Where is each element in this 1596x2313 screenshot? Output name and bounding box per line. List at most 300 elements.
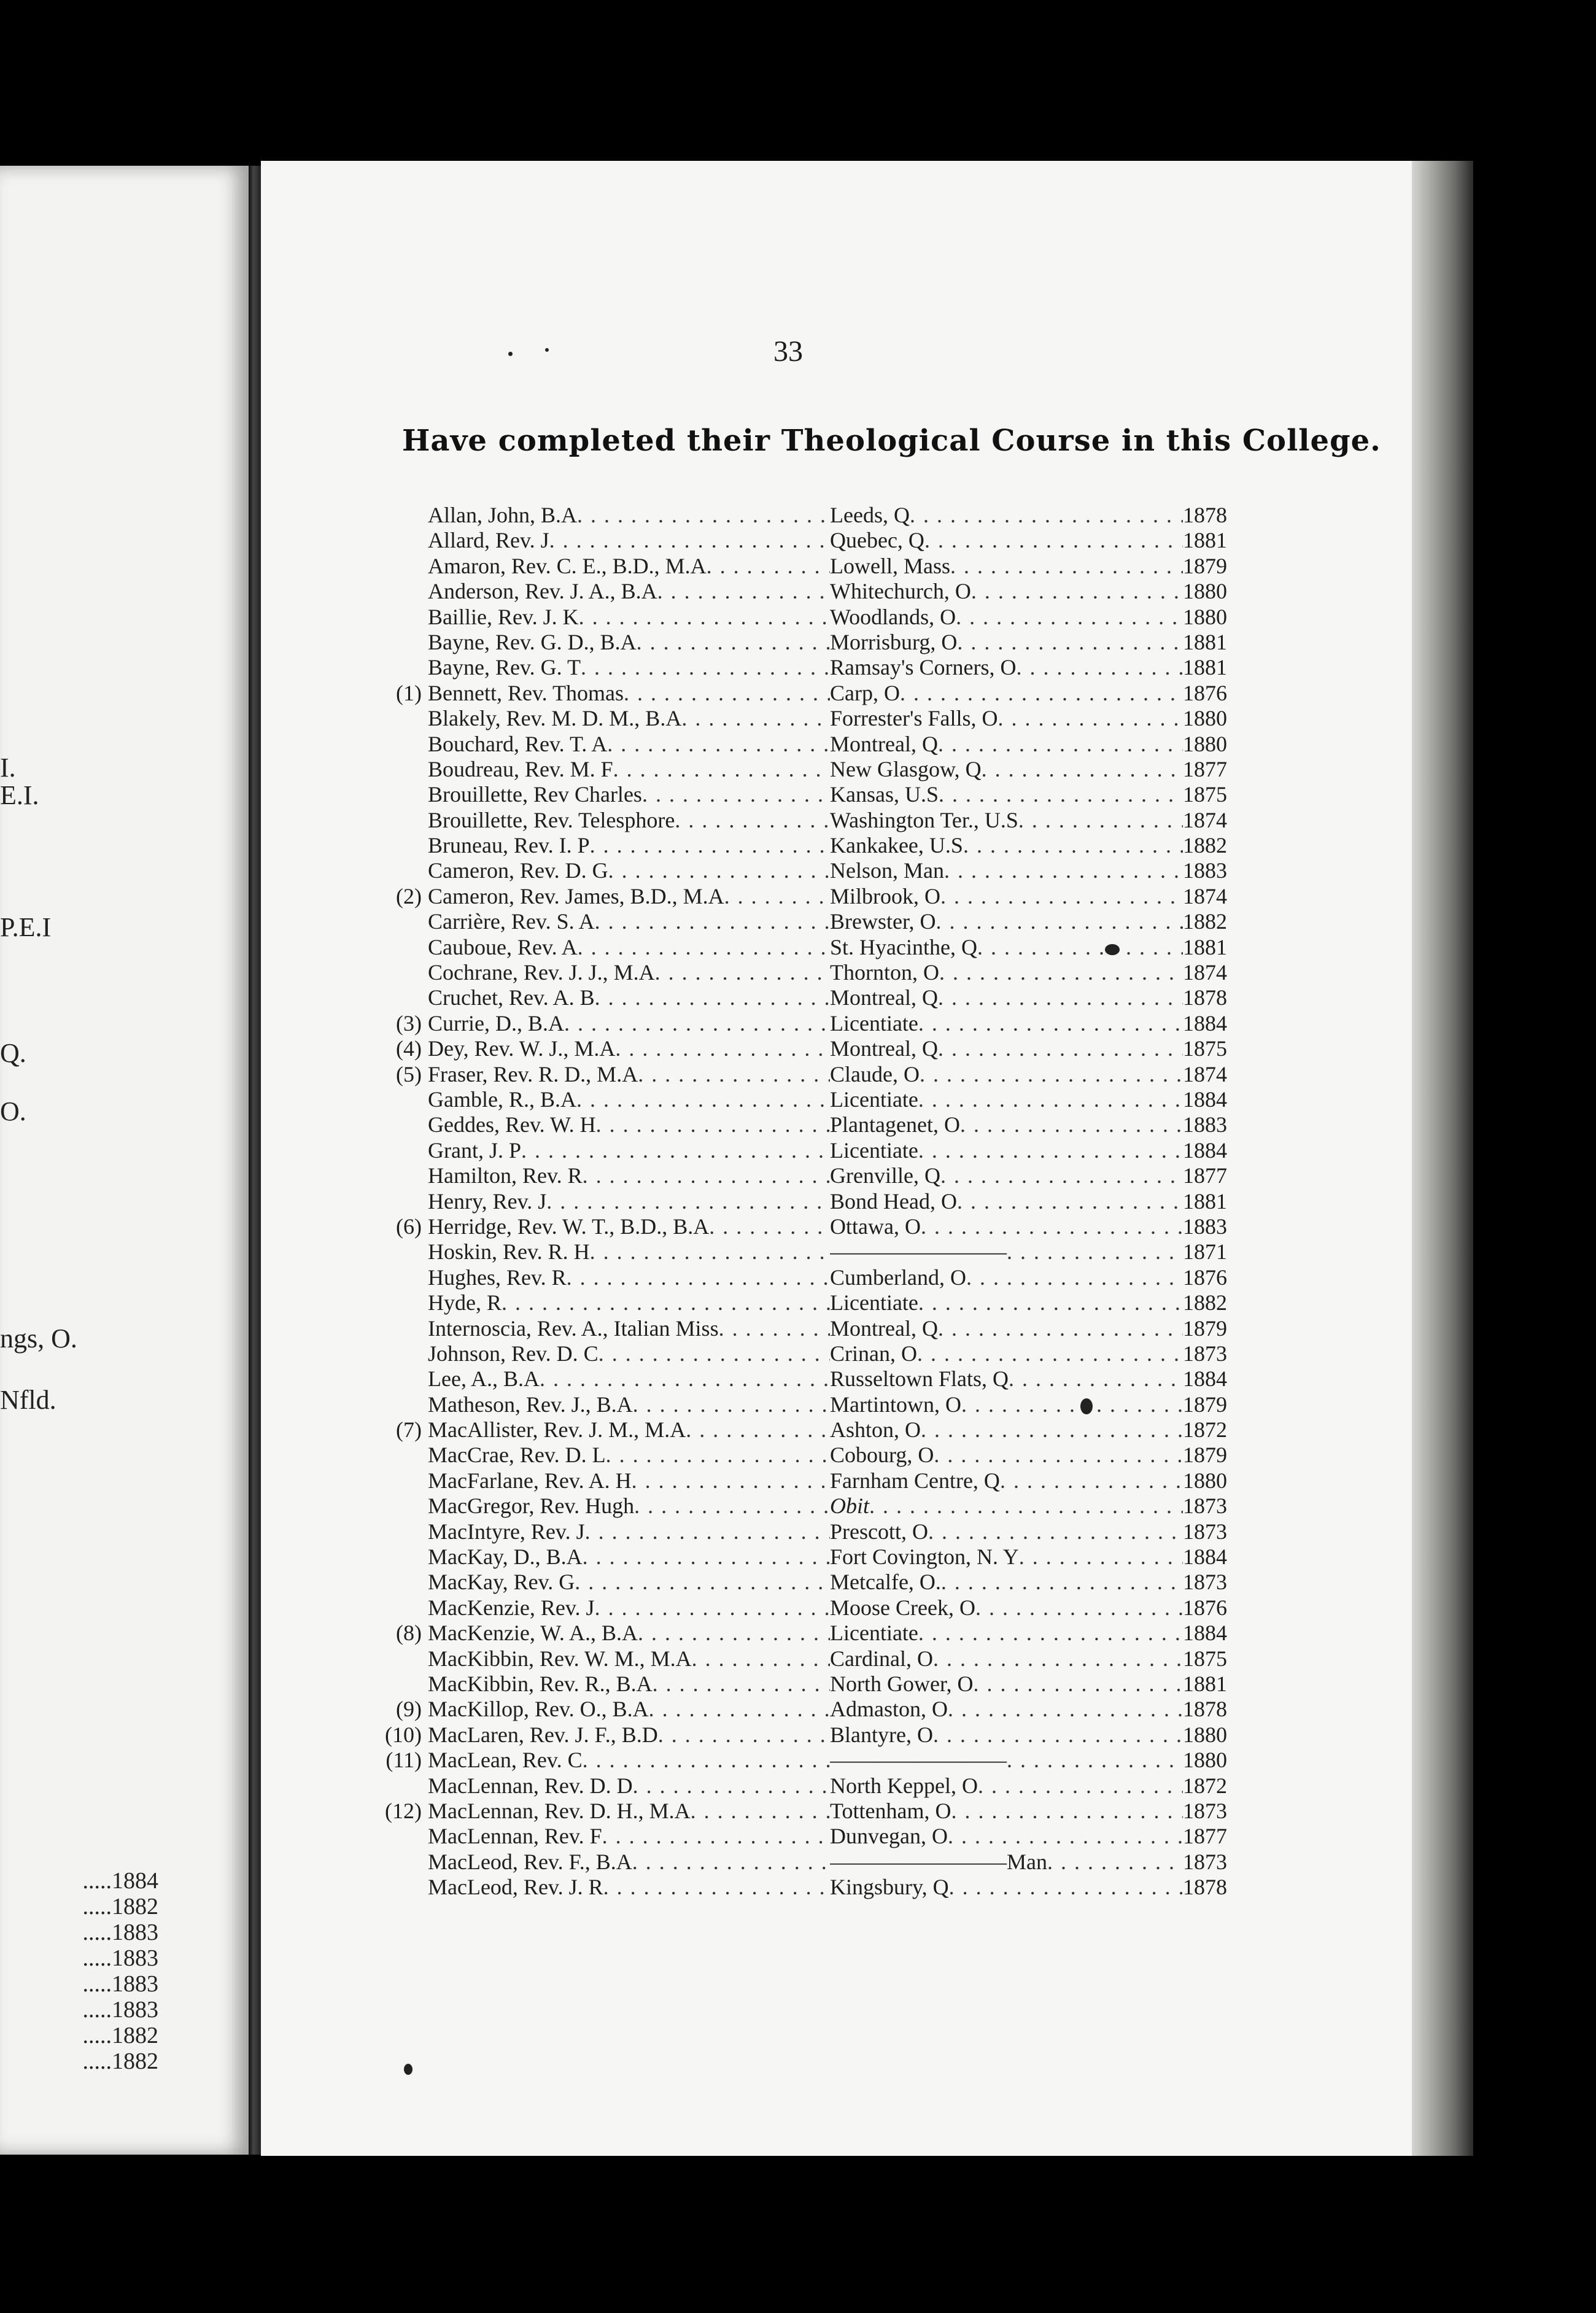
- dot-leader: [637, 629, 830, 655]
- dot-leader: [941, 1569, 1183, 1595]
- graduation-year: 1880: [1183, 1468, 1227, 1493]
- dot-leader: [598, 1341, 830, 1366]
- graduation-year: 1874: [1183, 883, 1227, 909]
- book-gutter: [249, 166, 261, 2155]
- dot-leader: [546, 1188, 830, 1214]
- graduation-year: 1879: [1183, 1392, 1227, 1417]
- graduate-location: Ashton, O: [830, 1417, 921, 1443]
- name-cell: [428, 807, 830, 833]
- place-cell: [830, 1849, 1183, 1875]
- name-cell: [428, 1493, 830, 1519]
- graduation-year: 1881: [1183, 934, 1227, 959]
- dot-leader: [1019, 1544, 1183, 1570]
- name-cell: [428, 756, 830, 782]
- graduate-location: Lowell, Mass: [830, 553, 950, 578]
- left-fragment: Q.: [0, 1038, 26, 1068]
- page-edge: [1412, 161, 1473, 2156]
- graduate-location: Whitechurch, O: [830, 579, 971, 604]
- graduate-name: Blakely, Rev. M. D. M., B.A: [428, 706, 682, 731]
- name-cell: [428, 1722, 830, 1748]
- dot-leader: [707, 553, 830, 579]
- name-cell: [428, 1087, 830, 1112]
- dot-leader: [1047, 1849, 1183, 1875]
- dot-leader: [951, 1798, 1183, 1824]
- dot-leader: [934, 1442, 1183, 1468]
- graduate-entry: [384, 1519, 1237, 1544]
- name-cell: [428, 502, 830, 528]
- graduate-name: Amaron, Rev. C. E., B.D., M.A: [428, 553, 707, 578]
- graduation-year: 1883: [1183, 1214, 1227, 1239]
- name-cell: [428, 1265, 830, 1290]
- graduate-name: Gamble, R., B.A: [428, 1087, 576, 1112]
- graduation-year: 1881: [1183, 655, 1227, 680]
- graduate-entry: [384, 654, 1237, 680]
- name-cell: [428, 1620, 830, 1646]
- place-cell: [830, 604, 1183, 630]
- name-cell: [428, 1036, 830, 1061]
- dot-leader: [596, 1112, 830, 1137]
- place-cell: [830, 1696, 1183, 1722]
- graduate-entry: [384, 1773, 1237, 1798]
- graduation-year: 1875: [1183, 1036, 1227, 1061]
- graduate-entry: [384, 756, 1237, 781]
- dot-leader: [1009, 1366, 1183, 1392]
- graduate-entry: [384, 1366, 1237, 1391]
- graduate-name: MacKibbin, Rev. R., B.A: [428, 1671, 653, 1696]
- dot-leader: [940, 883, 1183, 909]
- page-number: 33: [773, 335, 803, 368]
- graduation-year: 1876: [1183, 680, 1227, 705]
- dot-leader: [933, 1722, 1183, 1748]
- graduate-location: Forrester's Falls, O: [830, 706, 998, 731]
- graduate-entry: [384, 909, 1237, 934]
- graduate-name: Hamilton, Rev. R: [428, 1163, 583, 1188]
- graduate-entry: [384, 1442, 1237, 1467]
- graduate-name: MacLennan, Rev. D. D: [428, 1773, 633, 1798]
- graduate-entry: [384, 1468, 1237, 1493]
- graduate-location: New Glasgow, Q: [830, 756, 982, 781]
- graduate-location: Thornton, O: [830, 960, 939, 985]
- graduation-year: 1884: [1183, 1010, 1227, 1036]
- place-cell: [830, 1214, 1183, 1239]
- place-cell: [830, 1569, 1183, 1595]
- graduate-name: Fraser, Rev. R. D., M.A: [428, 1061, 638, 1087]
- left-page: [0, 166, 249, 2155]
- dot-leader: [567, 1265, 830, 1290]
- dot-leader: [607, 731, 830, 757]
- graduation-year: 1874: [1183, 807, 1227, 832]
- graduate-name: MacGregor, Rev. Hugh: [428, 1494, 635, 1519]
- graduate-location: Ramsay's Corners, O: [830, 655, 1017, 680]
- dot-leader: [918, 1290, 1183, 1315]
- graduate-entry: [384, 781, 1237, 807]
- graduate-entry: [384, 1493, 1237, 1518]
- graduate-name: Matheson, Rev. J., B.A: [428, 1392, 633, 1417]
- dot-leader: [938, 731, 1183, 757]
- graduate-entry: [384, 1341, 1237, 1366]
- place-cell: [830, 1773, 1183, 1799]
- left-entry: .....1882: [82, 1894, 158, 1920]
- left-entry: .....1883: [82, 1920, 158, 1945]
- dot-leader: [957, 1188, 1183, 1214]
- graduate-location: Montreal, Q: [830, 1315, 938, 1341]
- graduation-year: 1884: [1183, 1137, 1227, 1163]
- graduation-year: 1876: [1183, 1265, 1227, 1290]
- graduation-year: 1877: [1183, 1163, 1227, 1188]
- left-entry: .....1883: [82, 1945, 158, 1971]
- dot-leader: [575, 1569, 830, 1595]
- dot-leader: [921, 1417, 1183, 1443]
- graduation-year: 1877: [1183, 1824, 1227, 1849]
- graduate-location: Grenville, Q: [830, 1163, 940, 1188]
- place-cell: [830, 1087, 1183, 1112]
- dot-leader: [938, 985, 1183, 1010]
- graduate-name: Cameron, Rev. James, B.D., M.A: [428, 883, 724, 909]
- graduate-location: Farnham Centre, Q: [830, 1468, 1000, 1493]
- graduate-entry: [384, 578, 1237, 603]
- graduation-year: 1880: [1183, 706, 1227, 731]
- dot-leader: [603, 1874, 830, 1900]
- graduate-name: Brouillette, Rev Charles: [428, 782, 642, 807]
- graduate-name: Hyde, R: [428, 1290, 502, 1315]
- ink-speck: [545, 348, 549, 352]
- graduate-entry: [384, 1671, 1237, 1696]
- graduate-name: Cauboue, Rev. A: [428, 934, 578, 959]
- dot-leader: [917, 1341, 1183, 1366]
- graduation-year: 1871: [1183, 1239, 1227, 1265]
- name-cell: [428, 959, 830, 985]
- graduation-year: 1876: [1183, 1595, 1227, 1620]
- dot-leader: [579, 604, 830, 630]
- graduate-location: Montreal, Q: [830, 731, 938, 756]
- graduate-name: MacKenzie, Rev. J: [428, 1595, 595, 1620]
- graduate-entry: [384, 1265, 1237, 1290]
- place-cell: [830, 985, 1183, 1010]
- place-cell: [830, 1265, 1183, 1290]
- graduate-entry: [384, 832, 1237, 858]
- graduate-name: Cameron, Rev. D. G: [428, 858, 608, 883]
- graduation-year: 1879: [1183, 553, 1227, 578]
- graduate-name: Herridge, Rev. W. T., B.D., B.A: [428, 1214, 710, 1239]
- dot-leader: [918, 1010, 1183, 1036]
- graduate-entry: [384, 731, 1237, 756]
- graduation-year: 1884: [1183, 1544, 1227, 1570]
- place-cell: [830, 1620, 1183, 1646]
- graduate-entry: [384, 883, 1237, 909]
- dot-leader: [950, 553, 1183, 579]
- name-cell: [428, 1823, 830, 1849]
- place-cell: [830, 1341, 1183, 1366]
- graduate-name: Grant, J. P: [428, 1137, 521, 1163]
- graduation-year: 1880: [1183, 579, 1227, 604]
- graduate-entry: [384, 1646, 1237, 1671]
- dot-leader: [502, 1290, 830, 1315]
- place-cell: [830, 1137, 1183, 1163]
- dot-leader: [998, 705, 1183, 731]
- graduate-location: Admaston, O: [830, 1697, 948, 1722]
- graduate-entry: [384, 807, 1237, 832]
- graduation-year: 1884: [1183, 1621, 1227, 1646]
- ink-speck: [404, 2064, 413, 2075]
- graduate-name: Hoskin, Rev. R. H: [428, 1239, 590, 1265]
- dot-leader: [581, 654, 830, 680]
- graduate-entry: [384, 1823, 1237, 1848]
- graduate-entry: [384, 1798, 1237, 1823]
- graduate-name: MacKibbin, Rev. W. M., M.A: [428, 1646, 692, 1671]
- place-cell: [830, 1722, 1183, 1748]
- graduation-year: 1875: [1183, 1646, 1227, 1671]
- dot-leader: [595, 1595, 830, 1621]
- graduate-entry: [384, 1620, 1237, 1645]
- name-cell: [428, 1061, 830, 1087]
- place-cell: [830, 1366, 1183, 1392]
- dot-leader: [602, 1823, 830, 1849]
- graduate-name: MacIntyre, Rev. J: [428, 1519, 585, 1544]
- dot-leader: [615, 1036, 830, 1061]
- left-entry: .....1882: [82, 2023, 158, 2048]
- graduate-entry: [384, 1849, 1237, 1874]
- dot-leader: [686, 1417, 830, 1443]
- dot-leader: [971, 578, 1183, 604]
- graduation-year: 1879: [1183, 1315, 1227, 1341]
- name-cell: [428, 1290, 830, 1315]
- name-cell: [428, 1544, 830, 1570]
- graduate-entry: [384, 1010, 1237, 1036]
- footnote-number: (9): [396, 1697, 422, 1722]
- graduate-location: Obit: [830, 1494, 870, 1519]
- graduation-year: 1873: [1183, 1494, 1227, 1519]
- name-cell: [428, 909, 830, 934]
- graduate-name: Currie, D., B.A: [428, 1010, 564, 1036]
- dot-leader: [675, 807, 830, 833]
- name-cell: [428, 1519, 830, 1544]
- name-cell: [428, 858, 830, 883]
- graduate-name: MacKillop, Rev. O., B.A: [428, 1697, 649, 1722]
- graduate-location: Montreal, Q: [830, 1036, 938, 1061]
- dot-leader: [578, 934, 830, 960]
- dot-leader: [633, 1392, 830, 1417]
- dot-leader: [1016, 654, 1183, 680]
- graduate-location: Licentiate: [830, 1621, 918, 1646]
- graduate-location: Licentiate: [830, 1087, 918, 1112]
- graduate-name: Lee, A., B.A: [428, 1366, 540, 1392]
- graduate-location: Licentiate: [830, 1010, 918, 1036]
- place-cell: [830, 629, 1183, 655]
- dot-leader: [910, 502, 1183, 528]
- place-cell: [830, 781, 1183, 807]
- graduation-year: 1874: [1183, 1061, 1227, 1087]
- graduate-name: MacLennan, Rev. D. H., M.A: [428, 1798, 691, 1823]
- graduation-year: 1879: [1183, 1443, 1227, 1468]
- place-cell: [830, 1392, 1183, 1417]
- left-entry: .....1883: [82, 1971, 158, 1997]
- dot-leader: [975, 1595, 1183, 1621]
- graduate-name: MacLean, Rev. C: [428, 1748, 583, 1773]
- graduation-year: 1875: [1183, 782, 1227, 807]
- graduate-entry: [384, 553, 1237, 578]
- graduate-name: MacLennan, Rev. F: [428, 1824, 602, 1849]
- dot-leader: [961, 1392, 1183, 1417]
- name-cell: [428, 985, 830, 1010]
- graduation-year: 1873: [1183, 1849, 1227, 1874]
- dot-leader: [960, 1112, 1183, 1137]
- dot-leader: [978, 1773, 1183, 1799]
- graduate-entry: [384, 1722, 1237, 1747]
- graduate-entry: [384, 1137, 1237, 1163]
- graduate-location: Quebec, Q: [830, 528, 924, 553]
- dot-leader: [948, 1823, 1183, 1849]
- graduate-entry: [384, 705, 1237, 730]
- graduate-entry: [384, 1036, 1237, 1061]
- graduate-location: ————————Man: [830, 1849, 1047, 1874]
- graduation-year: 1884: [1183, 1087, 1227, 1112]
- dot-leader: [638, 1061, 830, 1087]
- graduation-year: 1882: [1183, 833, 1227, 858]
- graduate-name: MacKay, D., B.A: [428, 1544, 583, 1570]
- dot-leader: [938, 1036, 1183, 1061]
- graduate-entry: [384, 1392, 1237, 1417]
- graduate-name: Cochrane, Rev. J. J., M.A: [428, 960, 655, 985]
- graduate-entry: [384, 1315, 1237, 1341]
- graduate-name: Carrière, Rev. S. A: [428, 909, 595, 934]
- dot-leader: [540, 1366, 830, 1392]
- dot-leader: [595, 909, 830, 934]
- graduate-location: Kingsbury, Q: [830, 1875, 949, 1900]
- graduate-name: MacCrae, Rev. D. L: [428, 1443, 606, 1468]
- name-cell: [428, 1188, 830, 1214]
- graduate-name: Allan, John, B.A: [428, 503, 577, 527]
- graduation-year: 1882: [1183, 909, 1227, 934]
- dot-leader: [583, 1544, 830, 1570]
- graduate-location: Cumberland, O: [830, 1265, 966, 1290]
- name-cell: [428, 604, 830, 630]
- graduate-entry: [384, 1747, 1237, 1772]
- dot-leader: [649, 1696, 830, 1722]
- graduate-location: Woodlands, O: [830, 604, 956, 629]
- dot-leader: [590, 832, 830, 858]
- name-cell: [428, 1366, 830, 1392]
- graduation-year: 1881: [1183, 1671, 1227, 1696]
- name-cell: [428, 1773, 830, 1799]
- place-cell: [830, 1671, 1183, 1697]
- graduate-location: North Keppel, O: [830, 1773, 978, 1798]
- dot-leader: [653, 1671, 830, 1697]
- dot-leader: [624, 680, 830, 706]
- graduate-name: Hughes, Rev. R: [428, 1265, 567, 1290]
- dot-leader: [1018, 807, 1183, 833]
- place-cell: [830, 1442, 1183, 1468]
- graduate-entry: [384, 629, 1237, 654]
- place-cell: [830, 909, 1183, 934]
- graduate-entry: [384, 985, 1237, 1010]
- name-cell: [428, 781, 830, 807]
- place-cell: [830, 1874, 1183, 1900]
- ink-blot: [1080, 1398, 1093, 1414]
- graduate-entry: [384, 1569, 1237, 1594]
- graduate-entry: [384, 1595, 1237, 1620]
- footnote-number: (4): [396, 1036, 422, 1061]
- graduate-location: Moose Creek, O: [830, 1595, 975, 1620]
- name-cell: [428, 1214, 830, 1239]
- place-cell: [830, 883, 1183, 909]
- dot-leader: [577, 502, 830, 528]
- graduate-location: Bond Head, O: [830, 1188, 957, 1214]
- graduation-year: 1880: [1183, 1722, 1227, 1747]
- name-cell: [428, 731, 830, 757]
- dot-leader: [928, 1519, 1183, 1544]
- graduation-year: 1878: [1183, 503, 1227, 527]
- graduate-location: Crinan, O: [830, 1341, 917, 1366]
- place-cell: [830, 1036, 1183, 1061]
- graduate-location: Cobourg, O: [830, 1443, 934, 1468]
- graduate-location: Kansas, U.S: [830, 782, 939, 807]
- graduate-entry: [384, 1874, 1237, 1899]
- dot-leader: [613, 756, 830, 782]
- place-cell: [830, 553, 1183, 579]
- dot-leader: [606, 1442, 830, 1468]
- dot-leader: [1007, 1747, 1183, 1773]
- place-cell: [830, 1061, 1183, 1087]
- graduate-location: Licentiate: [830, 1137, 918, 1163]
- place-cell: [830, 1798, 1183, 1824]
- graduation-year: 1880: [1183, 1748, 1227, 1773]
- graduation-year: 1883: [1183, 858, 1227, 883]
- name-cell: [428, 883, 830, 909]
- dot-leader: [939, 959, 1183, 985]
- dot-leader: [633, 1773, 830, 1799]
- place-cell: [830, 756, 1183, 782]
- graduate-location: Metcalfe, O.: [830, 1570, 941, 1595]
- graduate-name: Internoscia, Rev. A., Italian Miss: [428, 1315, 719, 1341]
- graduate-name: Brouillette, Rev. Telesphore: [428, 807, 675, 832]
- dot-leader: [632, 1468, 830, 1494]
- graduate-name: Bayne, Rev. G. D., B.A: [428, 629, 637, 654]
- graduation-year: 1881: [1183, 629, 1227, 654]
- dot-leader: [1007, 1239, 1183, 1265]
- graduation-year: 1878: [1183, 1875, 1227, 1900]
- place-cell: [830, 1468, 1183, 1494]
- dot-leader: [982, 756, 1183, 782]
- place-cell: [830, 1188, 1183, 1214]
- graduate-name: Bruneau, Rev. I. P: [428, 833, 590, 858]
- graduation-year: 1878: [1183, 985, 1227, 1010]
- dot-leader: [642, 781, 830, 807]
- graduate-location: Nelson, Man: [830, 858, 944, 883]
- name-cell: [428, 1569, 830, 1595]
- graduate-name: MacFarlane, Rev. A. H: [428, 1468, 632, 1493]
- name-cell: [428, 654, 830, 680]
- name-cell: [428, 578, 830, 604]
- graduate-name: Johnson, Rev. D. C: [428, 1341, 598, 1366]
- place-cell: [830, 1595, 1183, 1621]
- name-cell: [428, 1417, 830, 1443]
- graduate-location: Dunvegan, O: [830, 1824, 948, 1849]
- dot-leader: [632, 1849, 830, 1875]
- footnote-number: (3): [396, 1010, 422, 1036]
- graduate-location: Tottenham, O: [830, 1798, 951, 1823]
- dot-leader: [920, 1061, 1183, 1087]
- graduate-location: Brewster, O: [830, 909, 936, 934]
- place-cell: [830, 731, 1183, 757]
- dot-leader: [585, 1519, 830, 1544]
- place-cell: [830, 959, 1183, 985]
- place-cell: [830, 1010, 1183, 1036]
- dot-leader: [966, 1265, 1183, 1290]
- dot-leader: [956, 604, 1183, 630]
- name-cell: [428, 1392, 830, 1417]
- dot-leader: [564, 1010, 830, 1036]
- name-cell: [428, 1595, 830, 1621]
